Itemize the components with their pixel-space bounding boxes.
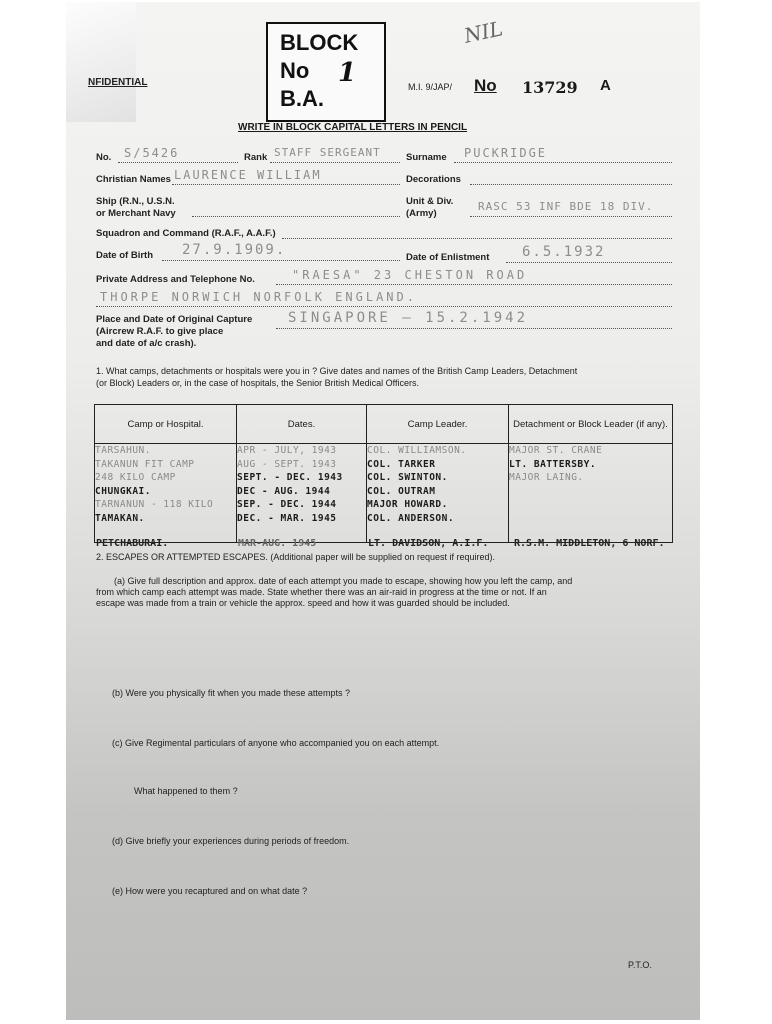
enlistment-label: Date of Enlistment <box>406 252 490 263</box>
date-entry: SEP. - DEC. 1944 <box>237 499 337 510</box>
surname-value: PUCKRIDGE <box>464 146 548 160</box>
block-leader-entry: MAJOR ST. CRANE <box>509 445 603 456</box>
capture-value: SINGAPORE — 15.2.1942 <box>288 310 529 326</box>
enlistment-value: 6.5.1932 <box>522 244 606 260</box>
date-entry: DEC - AUG. 1944 <box>237 485 331 497</box>
dates-column <box>237 444 367 543</box>
block-leader-entry-overflow: R.S.M. MIDDLETON, 6 NORF. <box>514 538 665 549</box>
camps-table <box>94 404 673 543</box>
christian-names-value: LAURENCE WILLIAM <box>174 168 322 182</box>
date-entry: APR - JULY, 1943 <box>237 445 337 456</box>
handwritten-nil: NIL <box>461 16 505 48</box>
header-dates: Dates. <box>237 405 367 444</box>
address-line-2: THORPE NORWICH NORFOLK ENGLAND. <box>100 290 417 304</box>
q2a-text-1: (a) Give full description and approx. date of each attempt you made to escape, showing how you left the camp, and <box>114 576 573 586</box>
stamp-line-block: BLOCK <box>280 30 359 55</box>
leader-entry: COL. TARKER <box>367 458 436 470</box>
paper-tag <box>66 2 136 122</box>
surname-label: Surname <box>406 152 447 163</box>
camps-column <box>95 444 237 543</box>
leader-entry: MAJOR HOWARD. <box>367 499 448 510</box>
pto-label: P.T.O. <box>628 960 652 970</box>
leader-entry: COL. SWINTON. <box>367 472 448 483</box>
stamp-mark: 1 <box>338 58 357 88</box>
dob-value: 27.9.1909. <box>182 242 287 258</box>
block-leaders-column <box>509 444 673 543</box>
unit-value: RASC 53 INF BDE 18 DIV. <box>478 200 654 213</box>
camp-entry: 248 KILO CAMP <box>95 472 176 483</box>
leaders-column <box>367 444 509 543</box>
unit-label-2: (Army) <box>406 208 437 219</box>
camp-entry: TARSAHUN. <box>95 445 151 456</box>
squadron-label: Squadron and Command (R.A.F., A.A.F.) <box>96 228 276 239</box>
camp-entry: TARNANUN - 118 KILO <box>95 499 214 510</box>
ref-prefix: M.I. 9/JAP/ <box>408 82 453 92</box>
no-label: No. <box>96 152 112 163</box>
q2d-text: (d) Give briefly your experiences during periods of freedom. <box>112 836 350 846</box>
date-entry: AUG - SEPT. 1943 <box>237 458 337 470</box>
camp-entry: TAKANUN FIT CAMP <box>95 458 195 470</box>
christian-names-label: Christian Names <box>96 174 171 185</box>
leader-entry: COL. OUTRAM <box>367 485 436 497</box>
rank-label: Rank <box>244 152 268 163</box>
q1-text-1: 1. What camps, detachments or hospitals were you in ? Give dates and names of the British Camp Leaders, Detachment <box>96 366 578 376</box>
camp-entry: TAMAKAN. <box>95 512 145 524</box>
date-entry: SEPT. - DEC. 1943 <box>237 472 343 483</box>
capture-label-1: Place and Date of Original Capture <box>96 314 253 325</box>
q2a-text-2: from which camp each attempt was made. State whether there was an air-raid in progress at the time or not. If an <box>96 587 547 597</box>
decorations-label: Decorations <box>406 174 461 185</box>
ship-label-2: or Merchant Navy <box>96 208 176 219</box>
leader-entry: COL. ANDERSON. <box>367 512 455 524</box>
block-leader-entry: LT. BATTERSBY. <box>509 458 597 470</box>
ref-suffix: A <box>600 77 611 94</box>
block-leader-entry: MAJOR LAING. <box>509 472 584 483</box>
camp-entry: CHUNGKAI. <box>95 485 151 497</box>
q2b-text: (b) Were you physically fit when you made these attempts ? <box>112 688 350 698</box>
dob-label: Date of Birth <box>96 250 153 261</box>
stamp-line-ba: B.A. <box>280 86 324 111</box>
q2a-text-3: escape was made from a train or vehicle the approx. speed and how it was guarded should be included. <box>96 598 510 608</box>
ship-label-1: Ship (R.N., U.S.N. <box>96 196 175 207</box>
q2e-text: (e) How were you recaptured and on what date ? <box>112 886 308 896</box>
q2c-followup: What happened to them ? <box>134 786 238 796</box>
camps-table-header-row <box>95 405 673 444</box>
ref-no-label: No <box>474 76 497 95</box>
pow-questionnaire-form <box>66 2 700 1020</box>
leader-entry: COL. WILLIAMSON. <box>367 445 467 456</box>
header-block-leader: Detachment or Block Leader (if any). <box>509 405 673 444</box>
ref-number: 13729 <box>522 78 578 97</box>
leader-entry-overflow: LT. DAVIDSON, A.I.F. <box>368 538 489 549</box>
date-entry-overflow: MAR-AUG. 1945 <box>238 538 317 549</box>
unit-label-1: Unit & Div. <box>406 196 454 207</box>
header-camp: Camp or Hospital. <box>95 405 237 444</box>
q1-text-2: (or Block) Leaders or, in the case of hospitals, the Senior British Medical Officers. <box>96 378 419 388</box>
rank-value: STAFF SERGEANT <box>274 146 381 159</box>
header-camp-leader: Camp Leader. <box>367 405 509 444</box>
date-entry: DEC. - MAR. 1945 <box>237 512 337 524</box>
camp-entry-overflow: PETCHABURAI. <box>96 538 169 549</box>
block-stamp <box>266 22 386 122</box>
capture-label-3: and date of a/c crash). <box>96 338 197 349</box>
address-line-1: "RAESA" 23 CHESTON ROAD <box>292 268 528 282</box>
confidential-label: NFIDENTIAL <box>88 77 148 88</box>
stamp-line-no: No <box>280 58 310 83</box>
instruction-heading: WRITE IN BLOCK CAPITAL LETTERS IN PENCIL <box>238 122 468 133</box>
q2-title: 2. ESCAPES OR ATTEMPTED ESCAPES. (Additional paper will be supplied on request if required). <box>96 552 496 562</box>
q2c-text: (c) Give Regimental particulars of anyone who accompanied you on each attempt. <box>112 738 440 748</box>
no-value: S/5426 <box>124 146 180 160</box>
camps-table-body-row <box>95 444 673 543</box>
capture-label-2: (Aircrew R.A.F. to give place <box>96 326 224 337</box>
address-label: Private Address and Telephone No. <box>96 274 255 285</box>
